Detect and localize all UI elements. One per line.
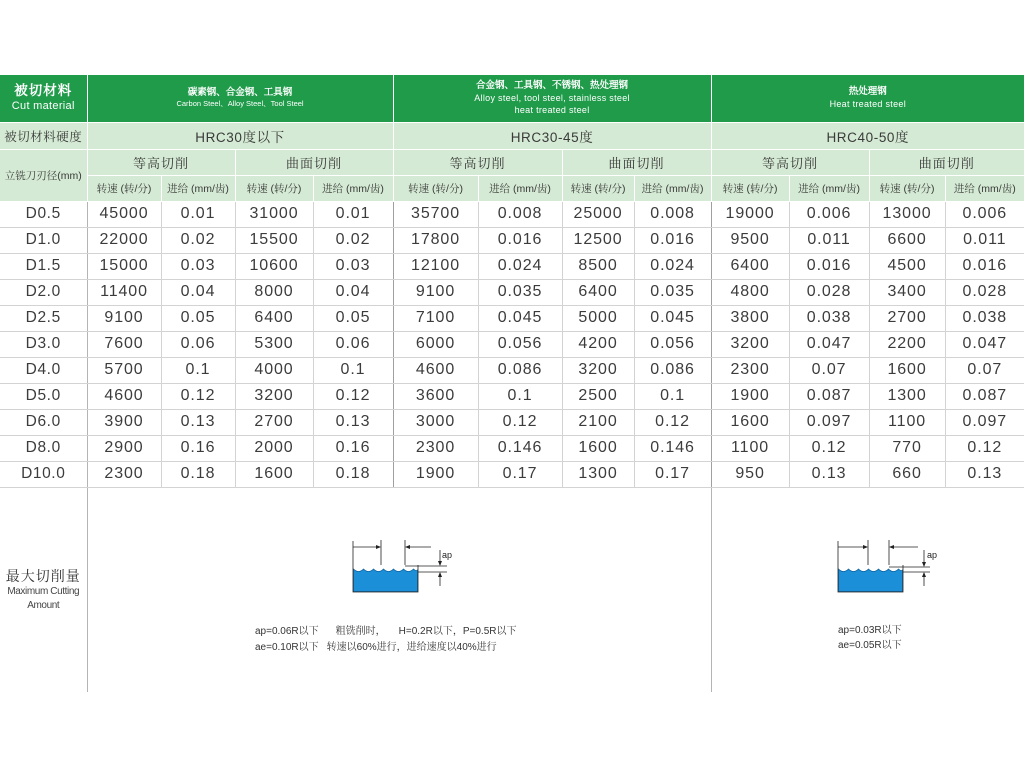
feed-header: 进给 (mm/齿) xyxy=(945,175,1024,201)
feed-cell: 0.13 xyxy=(789,461,869,487)
note-h-p: H=0.2R以下，P=0.5R以下 xyxy=(398,626,517,637)
feed-cell: 0.008 xyxy=(634,201,711,227)
feed-cell: 0.16 xyxy=(161,435,235,461)
cutting-depth-diagram xyxy=(345,538,465,600)
feed-header: 进给 (mm/齿) xyxy=(478,175,562,201)
feed-cell: 0.12 xyxy=(634,409,711,435)
feed-cell: 0.016 xyxy=(478,227,562,253)
diameter-label: 立铣刀刃径(mm) xyxy=(0,149,87,201)
feed-cell: 0.1 xyxy=(478,383,562,409)
speed-cell: 31000 xyxy=(235,201,313,227)
feed-cell: 0.146 xyxy=(634,435,711,461)
note-ap: ap=0.06R以下 xyxy=(255,626,319,637)
parameter-header-row xyxy=(0,175,1024,201)
feed-cell: 0.17 xyxy=(478,461,562,487)
speed-cell: 3900 xyxy=(87,409,161,435)
group-subtitle: Alloy steel, tool steel, stainless steel xyxy=(474,93,630,104)
feed-cell: 0.087 xyxy=(789,383,869,409)
feed-cell: 0.02 xyxy=(161,227,235,253)
feed-cell: 0.146 xyxy=(478,435,562,461)
cutting-method-row xyxy=(0,149,1024,175)
group-subtitle: heat treated steel xyxy=(514,105,590,116)
diameter-cell: D1.0 xyxy=(0,227,87,253)
speed-cell: 13000 xyxy=(869,201,945,227)
max-cutting-label xyxy=(0,487,87,692)
table-row xyxy=(0,201,1024,227)
speed-cell: 19000 xyxy=(711,201,789,227)
feed-cell: 0.047 xyxy=(789,331,869,357)
feed-cell: 0.12 xyxy=(789,435,869,461)
diameter-cell: D0.5 xyxy=(0,201,87,227)
hardness-value: HRC30-45度 xyxy=(393,122,711,149)
note-speed-feed: 转速以60%进行，进给速度以40%进行 xyxy=(326,642,497,653)
feed-cell: 0.12 xyxy=(161,383,235,409)
speed-cell: 6000 xyxy=(393,331,478,357)
speed-cell: 9100 xyxy=(393,279,478,305)
speed-cell: 17800 xyxy=(393,227,478,253)
note-ap: ap=0.03R以下 xyxy=(838,625,902,636)
feed-cell: 0.086 xyxy=(478,357,562,383)
max-cutting-label-zh: 最大切削量 xyxy=(5,567,81,584)
feed-cell: 0.038 xyxy=(945,305,1024,331)
speed-cell: 3600 xyxy=(393,383,478,409)
diameter-cell: D8.0 xyxy=(0,435,87,461)
ap-label: ap xyxy=(927,550,938,560)
method-surface: 曲面切削 xyxy=(562,149,711,175)
speed-cell: 2200 xyxy=(869,331,945,357)
speed-cell: 9500 xyxy=(711,227,789,253)
cut-material-label: 被切材料 xyxy=(14,83,73,99)
speed-cell: 5700 xyxy=(87,357,161,383)
feed-cell: 0.04 xyxy=(313,279,393,305)
feed-cell: 0.045 xyxy=(634,305,711,331)
speed-cell: 6600 xyxy=(869,227,945,253)
note-roughing: 粗铣削时， xyxy=(335,626,386,637)
feed-cell: 0.06 xyxy=(313,331,393,357)
speed-cell: 1100 xyxy=(711,435,789,461)
speed-header: 转速 (转/分) xyxy=(393,175,478,201)
table-row xyxy=(0,357,1024,383)
speed-cell: 10600 xyxy=(235,253,313,279)
table-row xyxy=(0,253,1024,279)
speed-cell: 2100 xyxy=(562,409,634,435)
feed-cell: 0.035 xyxy=(634,279,711,305)
group-header-carbon-steel xyxy=(87,75,393,122)
diameter-cell: D1.5 xyxy=(0,253,87,279)
feed-cell: 0.05 xyxy=(161,305,235,331)
speed-cell: 1600 xyxy=(869,357,945,383)
speed-cell: 25000 xyxy=(562,201,634,227)
feed-cell: 0.008 xyxy=(478,201,562,227)
material-header-row xyxy=(0,75,1024,122)
speed-cell: 6400 xyxy=(235,305,313,331)
speed-cell: 15500 xyxy=(235,227,313,253)
group-title: 合金钢、工具钢、不锈钢、热处理钢 xyxy=(476,80,629,92)
speed-cell: 2300 xyxy=(393,435,478,461)
speed-cell: 770 xyxy=(869,435,945,461)
feed-cell: 0.011 xyxy=(945,227,1024,253)
feed-cell: 0.016 xyxy=(945,253,1024,279)
feed-cell: 0.07 xyxy=(789,357,869,383)
speed-cell: 1600 xyxy=(562,435,634,461)
method-contour: 等高切削 xyxy=(711,149,869,175)
speed-cell: 4500 xyxy=(869,253,945,279)
feed-cell: 0.13 xyxy=(945,461,1024,487)
speed-cell: 4000 xyxy=(235,357,313,383)
speed-cell: 7600 xyxy=(87,331,161,357)
feed-cell: 0.045 xyxy=(478,305,562,331)
diameter-cell: D3.0 xyxy=(0,331,87,357)
speed-cell: 4600 xyxy=(393,357,478,383)
speed-cell: 3200 xyxy=(711,331,789,357)
speed-cell: 2300 xyxy=(87,461,161,487)
feed-header: 进给 (mm/齿) xyxy=(789,175,869,201)
method-contour: 等高切削 xyxy=(87,149,235,175)
note-line xyxy=(255,624,516,640)
feed-cell: 0.086 xyxy=(634,357,711,383)
speed-cell: 2900 xyxy=(87,435,161,461)
note-line xyxy=(255,640,516,656)
feed-header: 进给 (mm/齿) xyxy=(161,175,235,201)
speed-header: 转速 (转/分) xyxy=(235,175,313,201)
hardness-value: HRC30度以下 xyxy=(87,122,393,149)
table-row xyxy=(0,227,1024,253)
feed-cell: 0.01 xyxy=(313,201,393,227)
hardness-row xyxy=(0,122,1024,149)
group-subtitle: Heat treated steel xyxy=(829,99,907,110)
speed-cell: 12500 xyxy=(562,227,634,253)
ap-label: ap xyxy=(442,550,453,560)
cut-material-label-en: Cut material xyxy=(11,100,75,113)
method-surface: 曲面切削 xyxy=(869,149,1024,175)
feed-cell: 0.006 xyxy=(945,201,1024,227)
feed-cell: 0.024 xyxy=(478,253,562,279)
speed-cell: 6400 xyxy=(562,279,634,305)
feed-cell: 0.016 xyxy=(634,227,711,253)
hardness-label: 被切材料硬度 xyxy=(0,122,87,149)
feed-cell: 0.06 xyxy=(161,331,235,357)
note-ae: ae=0.05R以下 xyxy=(838,640,902,651)
speed-cell: 22000 xyxy=(87,227,161,253)
speed-cell: 5300 xyxy=(235,331,313,357)
diameter-cell: D2.0 xyxy=(0,279,87,305)
speed-cell: 2300 xyxy=(711,357,789,383)
speed-header: 转速 (转/分) xyxy=(562,175,634,201)
feed-cell: 0.056 xyxy=(634,331,711,357)
speed-cell: 1600 xyxy=(235,461,313,487)
feed-cell: 0.07 xyxy=(945,357,1024,383)
speed-cell: 7100 xyxy=(393,305,478,331)
feed-cell: 0.035 xyxy=(478,279,562,305)
feed-cell: 0.12 xyxy=(313,383,393,409)
group-title: 热处理钢 xyxy=(848,86,887,98)
feed-cell: 0.18 xyxy=(313,461,393,487)
table-row xyxy=(0,409,1024,435)
table-row xyxy=(0,331,1024,357)
table-row xyxy=(0,383,1024,409)
table-row xyxy=(0,435,1024,461)
speed-cell: 35700 xyxy=(393,201,478,227)
group-subtitle: Carbon Steel、Alloy Steel、Tool Steel xyxy=(176,99,304,109)
method-surface: 曲面切削 xyxy=(235,149,393,175)
feed-cell: 0.097 xyxy=(789,409,869,435)
feed-cell: 0.016 xyxy=(789,253,869,279)
speed-cell: 3000 xyxy=(393,409,478,435)
feed-cell: 0.011 xyxy=(789,227,869,253)
speed-cell: 3200 xyxy=(235,383,313,409)
speed-cell: 1300 xyxy=(869,383,945,409)
speed-cell: 950 xyxy=(711,461,789,487)
feed-cell: 0.1 xyxy=(634,383,711,409)
speed-cell: 15000 xyxy=(87,253,161,279)
speed-header: 转速 (转/分) xyxy=(869,175,945,201)
feed-cell: 0.13 xyxy=(161,409,235,435)
feed-cell: 0.12 xyxy=(478,409,562,435)
feed-cell: 0.047 xyxy=(945,331,1024,357)
feed-cell: 0.03 xyxy=(313,253,393,279)
speed-header: 转速 (转/分) xyxy=(711,175,789,201)
speed-cell: 45000 xyxy=(87,201,161,227)
feed-cell: 0.04 xyxy=(161,279,235,305)
speed-cell: 4200 xyxy=(562,331,634,357)
feed-cell: 0.038 xyxy=(789,305,869,331)
speed-cell: 4800 xyxy=(711,279,789,305)
speed-cell: 6400 xyxy=(711,253,789,279)
feed-cell: 0.056 xyxy=(478,331,562,357)
speed-cell: 5000 xyxy=(562,305,634,331)
left-cutting-notes xyxy=(255,624,516,656)
method-contour: 等高切削 xyxy=(393,149,562,175)
feed-cell: 0.12 xyxy=(945,435,1024,461)
speed-cell: 2500 xyxy=(562,383,634,409)
table-row xyxy=(0,305,1024,331)
feed-cell: 0.01 xyxy=(161,201,235,227)
diameter-cell: D5.0 xyxy=(0,383,87,409)
note-ae: ae=0.10R以下 xyxy=(255,642,319,653)
table-row xyxy=(0,461,1024,487)
speed-cell: 8000 xyxy=(235,279,313,305)
diameter-cell: D6.0 xyxy=(0,409,87,435)
speed-cell: 660 xyxy=(869,461,945,487)
speed-cell: 9100 xyxy=(87,305,161,331)
feed-cell: 0.13 xyxy=(313,409,393,435)
speed-cell: 3200 xyxy=(562,357,634,383)
cut-material-header xyxy=(0,75,87,122)
feed-cell: 0.16 xyxy=(313,435,393,461)
max-cutting-label-en: Maximum Cutting xyxy=(7,585,80,597)
group-header-heat-treated-steel xyxy=(711,75,1024,122)
feed-header: 进给 (mm/齿) xyxy=(634,175,711,201)
cutting-depth-diagram xyxy=(830,538,950,600)
feed-cell: 0.02 xyxy=(313,227,393,253)
feed-cell: 0.1 xyxy=(313,357,393,383)
diameter-cell: D4.0 xyxy=(0,357,87,383)
feed-cell: 0.05 xyxy=(313,305,393,331)
right-cutting-notes xyxy=(838,623,902,653)
feed-cell: 0.028 xyxy=(789,279,869,305)
group-title: 碳素钢、合金钢、工具钢 xyxy=(187,87,293,99)
diameter-cell: D10.0 xyxy=(0,461,87,487)
feed-header: 进给 (mm/齿) xyxy=(313,175,393,201)
speed-cell: 4600 xyxy=(87,383,161,409)
max-cutting-label-en: Amount xyxy=(27,599,60,611)
feed-cell: 0.1 xyxy=(161,357,235,383)
speed-cell: 1600 xyxy=(711,409,789,435)
feed-cell: 0.097 xyxy=(945,409,1024,435)
table-body xyxy=(0,201,1024,487)
speed-cell: 12100 xyxy=(393,253,478,279)
group-header-alloy-steel xyxy=(393,75,711,122)
speed-cell: 11400 xyxy=(87,279,161,305)
speed-cell: 8500 xyxy=(562,253,634,279)
feed-cell: 0.03 xyxy=(161,253,235,279)
feed-cell: 0.18 xyxy=(161,461,235,487)
diameter-cell: D2.5 xyxy=(0,305,87,331)
speed-header: 转速 (转/分) xyxy=(87,175,161,201)
speed-cell: 2700 xyxy=(869,305,945,331)
speed-cell: 2000 xyxy=(235,435,313,461)
feed-cell: 0.17 xyxy=(634,461,711,487)
feed-cell: 0.087 xyxy=(945,383,1024,409)
speed-cell: 1300 xyxy=(562,461,634,487)
speed-cell: 1900 xyxy=(711,383,789,409)
speed-cell: 3400 xyxy=(869,279,945,305)
feed-cell: 0.024 xyxy=(634,253,711,279)
hardness-value: HRC40-50度 xyxy=(711,122,1024,149)
table-row xyxy=(0,279,1024,305)
feed-cell: 0.006 xyxy=(789,201,869,227)
speed-cell: 1100 xyxy=(869,409,945,435)
feed-cell: 0.028 xyxy=(945,279,1024,305)
speed-cell: 2700 xyxy=(235,409,313,435)
speed-cell: 3800 xyxy=(711,305,789,331)
speed-cell: 1900 xyxy=(393,461,478,487)
